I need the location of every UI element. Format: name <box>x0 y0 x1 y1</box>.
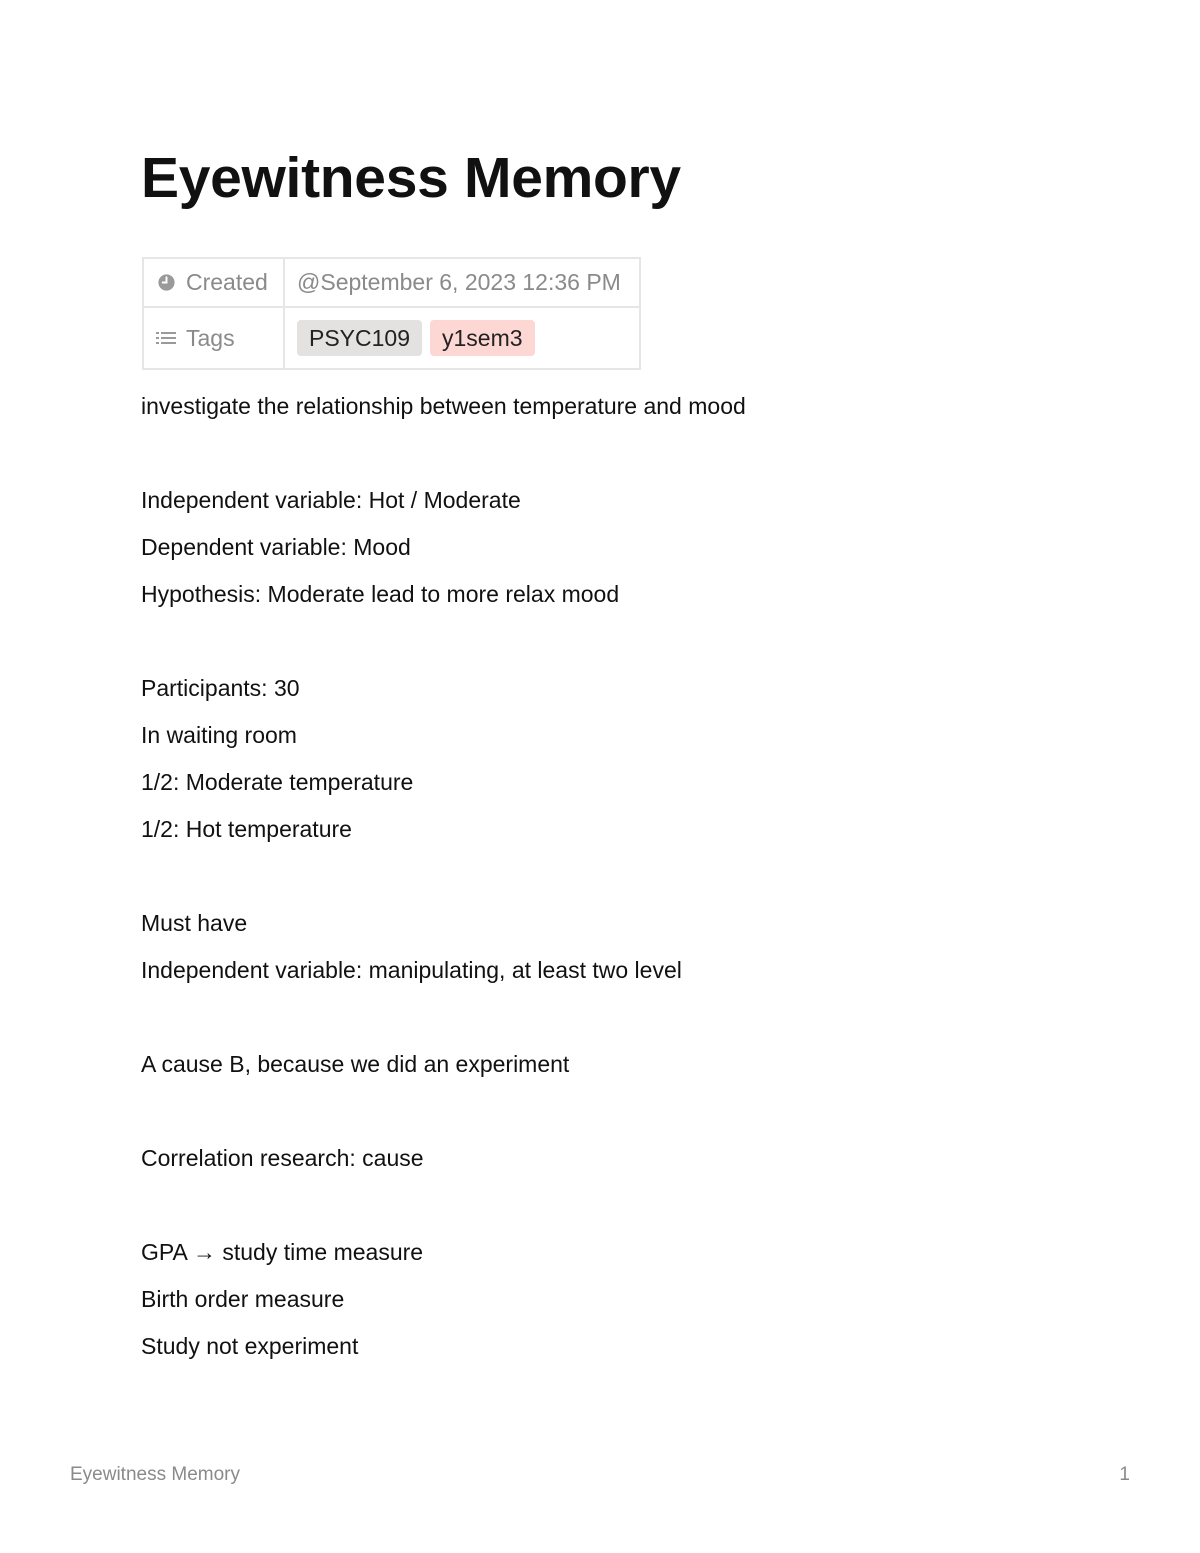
paragraph: Independent variable: Hot / Moderate <box>141 487 521 513</box>
properties-table <box>142 257 641 370</box>
paragraph: 1/2: Moderate temperature <box>141 769 414 795</box>
created-value: @September 6, 2023 12:36 PM <box>297 269 621 295</box>
paragraph: Dependent variable: Mood <box>141 534 411 560</box>
paragraph: Hypothesis: Moderate lead to more relax mood <box>141 581 620 607</box>
empty-line <box>141 430 1041 477</box>
property-label-cell <box>143 307 284 369</box>
clock-icon <box>156 273 176 293</box>
page-content <box>141 383 1041 1370</box>
empty-line <box>141 853 1041 900</box>
tags-label: Tags <box>186 324 235 351</box>
footer-title: Eyewitness Memory <box>70 1464 240 1485</box>
page-title: Eyewitness Memory <box>141 146 681 210</box>
paragraph: 1/2: Hot temperature <box>141 816 352 842</box>
empty-line <box>141 1088 1041 1135</box>
property-row-created <box>143 258 640 307</box>
paragraph: Participants: 30 <box>141 675 300 701</box>
empty-line <box>141 618 1041 665</box>
empty-line <box>141 994 1041 1041</box>
paragraph: In waiting room <box>141 722 297 748</box>
paragraph: Study not experiment <box>141 1333 359 1359</box>
property-label-cell <box>143 258 284 307</box>
paragraph: investigate the relationship between temperature and mood <box>141 393 746 419</box>
paragraph: Independent variable: manipulating, at least two level <box>141 957 682 983</box>
paragraph: Correlation research: cause <box>141 1145 424 1171</box>
list-icon <box>156 328 176 348</box>
property-value-cell <box>284 307 640 369</box>
created-label: Created <box>186 269 268 295</box>
tag-psyc109[interactable]: PSYC109 <box>297 320 422 356</box>
property-value-cell <box>284 258 640 307</box>
paragraph: A cause B, because we did an experiment <box>141 1051 570 1077</box>
empty-line <box>141 1182 1041 1229</box>
property-row-tags <box>143 307 640 369</box>
page-number: 1 <box>1119 1464 1130 1485</box>
paragraph: Must have <box>141 910 248 936</box>
tag-y1sem3[interactable]: y1sem3 <box>430 320 535 356</box>
paragraph: Birth order measure <box>141 1286 345 1312</box>
paragraph: GPA → study time measure <box>141 1239 424 1265</box>
